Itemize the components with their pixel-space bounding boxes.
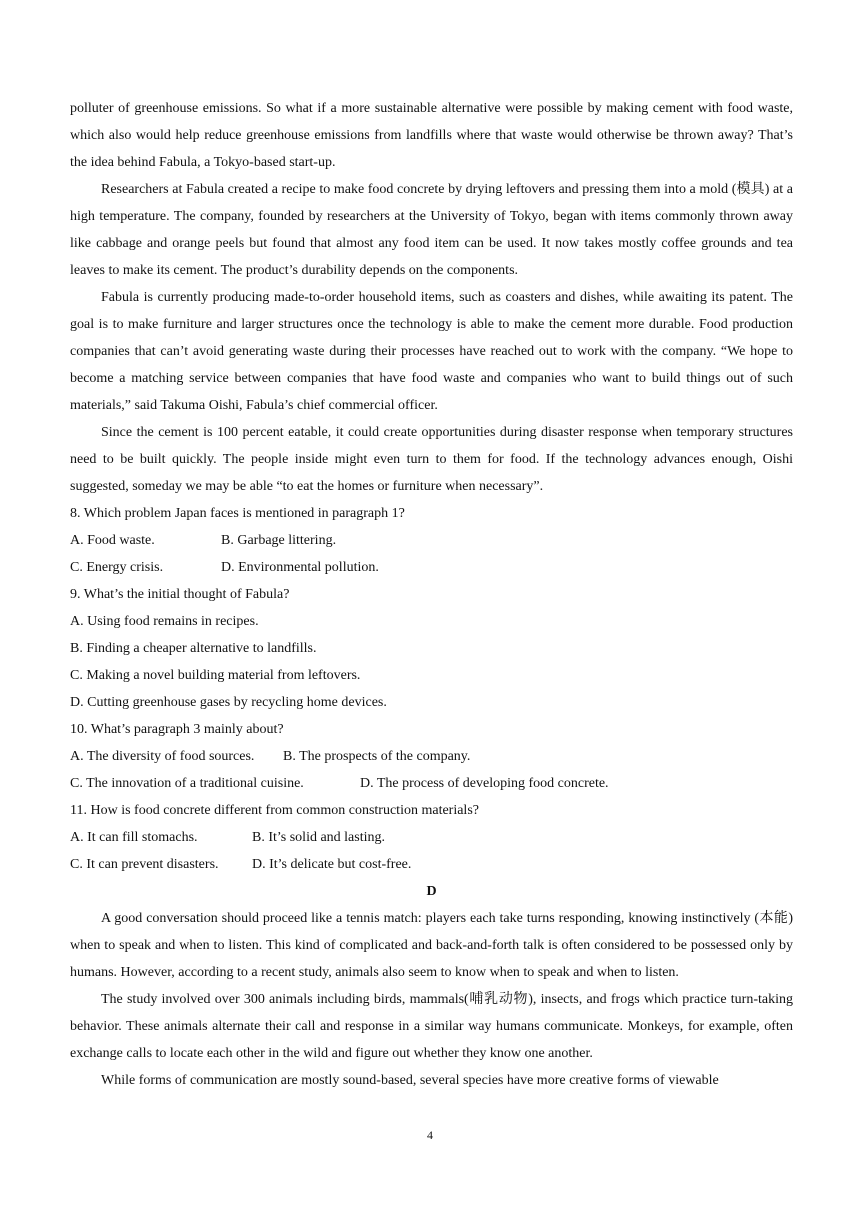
option-a: A. The diversity of food sources. [70, 749, 255, 764]
question-11 [70, 797, 793, 878]
passage-c-paragraph-4: Since the cement is 100 percent eatable, it could create opportunities during disaster response when temporary structures need to be built quickly. The people inside might even turn to them for food. If the technology advances enough, Oishi suggested, someday we may be able “to eat the homes or furniture when necessary”. [70, 425, 793, 494]
option-c: C. It can prevent disasters. [70, 857, 219, 872]
option-row [70, 527, 793, 554]
option-c: C. The innovation of a traditional cuisine. [70, 776, 304, 791]
question-9 [70, 581, 793, 716]
question-stem: 11. How is food concrete different from common construction materials? [70, 803, 479, 818]
option-c: C. Making a novel building material from leftovers. [70, 668, 361, 683]
option-d: D. The process of developing food concrete. [360, 776, 609, 791]
passage-d-heading: D [426, 884, 437, 899]
passage-d-paragraph-2: The study involved over 300 animals including birds, mammals(哺乳动物), insects, and frogs which practice turn-taking behavior. These animals alternate their call and response in a similar way humans communicate. Monkeys, for example, often exchange calls to locate each other in the wild and figure out whether they know one another. [70, 992, 793, 1061]
option-b: B. Finding a cheaper alternative to landfills. [70, 641, 317, 656]
option-d: D. Environmental pollution. [221, 560, 379, 575]
page-number: 4 [427, 1128, 433, 1142]
passage-c-paragraph-1: polluter of greenhouse emissions. So what if a more sustainable alternative were possible by making cement with food waste, which also would help reduce greenhouse emissions from landfills where that waste would otherwise be thrown away? That’s the idea behind Fabula, a Tokyo-based start-up. [70, 101, 793, 170]
passage-d-paragraph-1: A good conversation should proceed like a tennis match: players each take turns responding, knowing instinctively (本能) when to speak and when to listen. This kind of complicated and back-and-forth talk is often considered to be possessed only by humans. However, according to a recent study, animals also seem to know when to speak and when to listen. [70, 911, 793, 980]
option-d: D. It’s delicate but cost-free. [252, 857, 412, 872]
question-stem: 9. What’s the initial thought of Fabula? [70, 587, 290, 602]
option-row [70, 743, 793, 770]
passage-c-paragraph-2: Researchers at Fabula created a recipe to make food concrete by drying leftovers and pressing them into a mold (模具) at a high temperature. The company, founded by researchers at the University of Tokyo, began with items commonly thrown away like cabbage and orange peels but found that almost any food item can be used. It now takes mostly coffee grounds and tea leaves to make its cement. The product’s durability depends on the components. [70, 182, 793, 278]
option-row [70, 851, 793, 878]
passage-c-paragraph-3: Fabula is currently producing made-to-order household items, such as coasters and dishes, while awaiting its patent. The goal is to make furniture and larger structures once the technology is able to make the cement more durable. Food production companies that can’t avoid generating waste during their processes have reached out to work with the company. “We hope to become a matching service between companies that have food waste and companies who want to build things out of such materials,” said Takuma Oishi, Fabula’s chief commercial officer. [70, 290, 793, 413]
option-b: B. Garbage littering. [221, 533, 337, 548]
question-8 [70, 500, 793, 581]
option-b: B. It’s solid and lasting. [252, 830, 385, 845]
question-stem: 8. Which problem Japan faces is mentioned in paragraph 1? [70, 506, 405, 521]
option-row [70, 770, 793, 797]
option-a: A. It can fill stomachs. [70, 830, 198, 845]
option-a: A. Food waste. [70, 533, 155, 548]
question-10 [70, 716, 793, 797]
page-content [70, 95, 793, 1094]
option-b: B. The prospects of the company. [283, 749, 471, 764]
option-row [70, 554, 793, 581]
option-c: C. Energy crisis. [70, 560, 164, 575]
question-stem: 10. What’s paragraph 3 mainly about? [70, 722, 284, 737]
passage-d-paragraph-3: While forms of communication are mostly sound-based, several species have more creative forms of viewable [101, 1073, 719, 1088]
option-row [70, 824, 793, 851]
option-a: A. Using food remains in recipes. [70, 614, 259, 629]
option-d: D. Cutting greenhouse gases by recycling home devices. [70, 695, 387, 710]
